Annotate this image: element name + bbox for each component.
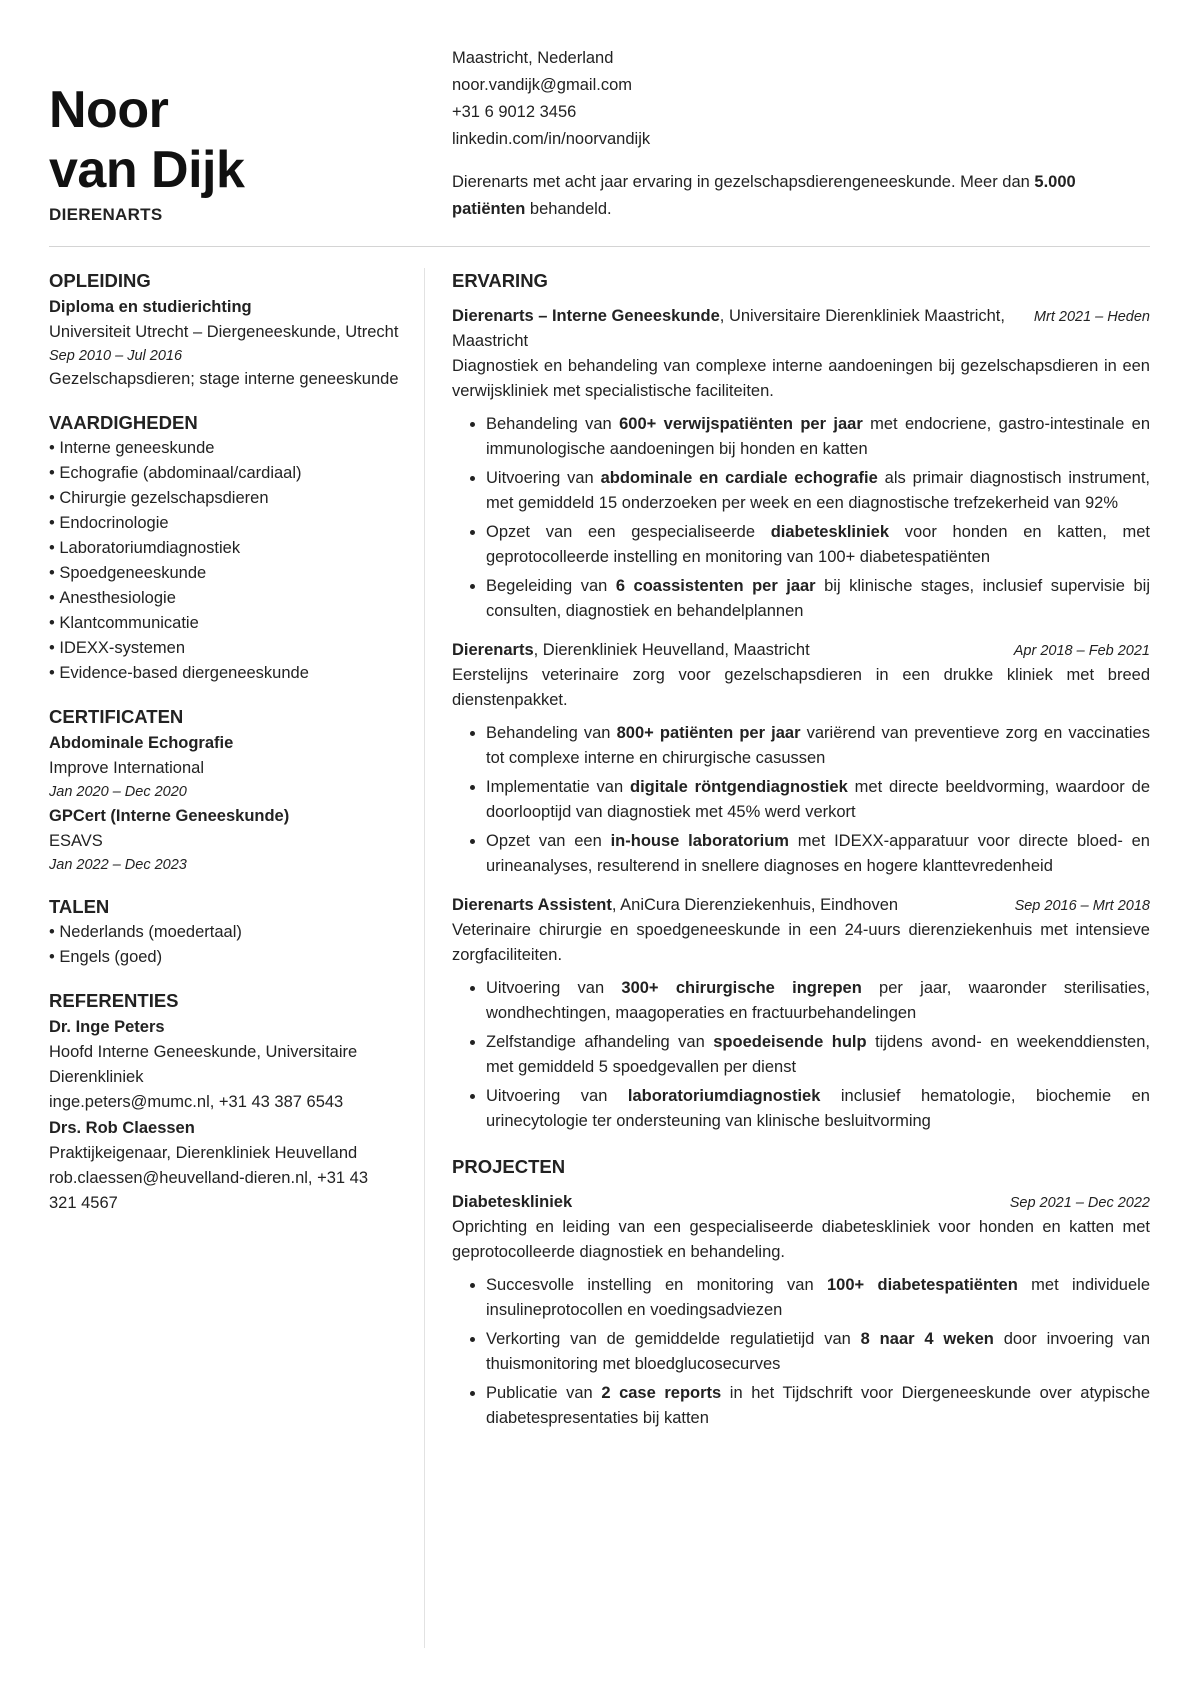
reference-contact: rob.claessen@heuvelland-dieren.nl, +31 43 321 4567 [49, 1169, 369, 1212]
column-divider [424, 268, 425, 1648]
bullet-text: Opzet van een [486, 832, 611, 850]
bullet-item [486, 574, 1150, 624]
education-school: Universiteit Utrecht – Diergeneeskunde, Utrecht [49, 323, 399, 341]
first-name: Noor [49, 81, 169, 139]
job [452, 638, 1150, 879]
bullet-text: Uitvoering van [486, 1087, 628, 1105]
bullet-text: met directe beeldvorming, waardoor de doorlooptijd van diagnostiek met 45% werd verkort [486, 778, 1151, 821]
job-organization: , AniCura Dierenziekenhuis, Eindhoven [611, 896, 899, 914]
certificate-name: GPCert (Interne Geneeskunde) [49, 807, 290, 825]
project-header [452, 1190, 1150, 1215]
certificates-section [49, 704, 399, 876]
section-title: OPLEIDING [49, 270, 151, 291]
section-title: ERVARING [452, 270, 548, 291]
experience-list [452, 304, 1150, 1134]
job-description: Diagnostiek en behandeling van complexe interne aandoeningen bij gezelschapsdieren in een verwijskliniek met specialistische faciliteiten. [452, 357, 1150, 400]
certificate-name: Abdominale Echografie [49, 734, 234, 752]
bullet-text: met IDEXX-apparatuur voor directe bloed- en urineanalyses, resulterend in snellere diagnoses en hogere klanttevredenheid [486, 832, 1150, 875]
job-title: Dierenarts [452, 641, 534, 659]
skill-item: • Endocrinologie [49, 511, 399, 536]
languages-section [49, 894, 399, 970]
bullet-text: voor honden en katten, met geprotocolleerde instelling en monitoring van 100+ diabetespatiënten [486, 523, 1150, 566]
education-details: Gezelschapsdieren; stage interne geneeskunde [49, 370, 399, 388]
contact-linkedin[interactable]: linkedin.com/in/noorvandijk [452, 130, 651, 148]
references-section [49, 988, 399, 1216]
contact-email[interactable]: noor.vandijk@gmail.com [452, 76, 632, 94]
section-title: REFERENTIES [49, 990, 179, 1011]
reference-contact: inge.peters@mumc.nl, +31 43 387 6543 [49, 1093, 344, 1111]
bullet-item [486, 520, 1150, 570]
summary-highlight: 5.000 patiënten [452, 173, 1076, 218]
skill-item: • Evidence-based diergeneeskunde [49, 661, 399, 686]
job-bullets [452, 721, 1150, 879]
contact-location: Maastricht, Nederland [452, 49, 614, 67]
bullet-text: met endocriene, gastro-intestinale en immunologische aandoeningen bij honden en katten [486, 415, 1151, 458]
bullet-text: Implementatie van [486, 778, 631, 796]
bullet-item [486, 1327, 1150, 1377]
bullet-item [486, 721, 1150, 771]
bullet-item [486, 829, 1150, 879]
summary-text: Dierenarts met acht jaar ervaring in gezelschapsdierengeneeskunde. Meer dan [452, 173, 1035, 191]
certificate-dates: Jan 2020 – Dec 2020 [49, 784, 187, 800]
job-title-line [452, 304, 1012, 354]
bullet-text: Uitvoering van [486, 979, 622, 997]
bullet-text: Zelfstandige afhandeling van [486, 1033, 714, 1051]
bullet-text: Behandeling van [486, 724, 617, 742]
bullet-text: met individuele insulineprotocollen en voedingsadviezen [486, 1276, 1150, 1319]
job-dates: Mrt 2021 – Heden [1033, 309, 1150, 325]
job-dates: Sep 2016 – Mrt 2018 [1014, 898, 1150, 914]
project-dates: Sep 2021 – Dec 2022 [1009, 1195, 1150, 1211]
certificate-issuer: ESAVS [49, 832, 103, 850]
bullet-text: per jaar, waaronder sterilisaties, wondhechtingen, maagoperaties en fractuurbehandelingen [486, 979, 1151, 1022]
skills-list [49, 436, 399, 686]
certificate-issuer: Improve International [49, 759, 205, 777]
bullet-text: Begeleiding van [486, 577, 616, 595]
job-header [452, 304, 1150, 354]
bullet-highlight: digitale röntgendiagnostiek [630, 778, 848, 796]
job-dates: Apr 2018 – Feb 2021 [1013, 643, 1150, 659]
projects-list [452, 1190, 1150, 1431]
job [452, 893, 1150, 1134]
job-description: Veterinaire chirurgie en spoedgeneeskunde in een 24-uurs dierenziekenhuis met intensieve zorgfaciliteiten. [452, 921, 1150, 964]
language-item: • Nederlands (moedertaal) [49, 920, 399, 945]
project-bullets [452, 1273, 1150, 1431]
reference-role: Praktijkeigenaar, Dierenkliniek Heuvelland [49, 1144, 358, 1162]
job-header [452, 638, 1150, 663]
job-title: Dierenarts – Interne Geneeskunde [452, 307, 720, 325]
bullet-highlight: laboratoriumdiagnostiek [627, 1087, 821, 1105]
project-title-line [452, 1190, 1010, 1215]
skill-item: • Spoedgeneeskunde [49, 561, 399, 586]
skill-item: • Echografie (abdominaal/cardiaal) [49, 461, 399, 486]
bullet-item [486, 1084, 1150, 1134]
bullet-text: in het Tijdschrift voor Diergeneeskunde over atypische diabetespresentaties bij katten [486, 1384, 1150, 1427]
certificates-list [49, 730, 399, 876]
project-description: Oprichting en leiding van een gespecialiseerde diabeteskliniek voor honden en katten met geprotocolleerde diagnostiek en behandeling. [452, 1218, 1150, 1261]
name-block [49, 80, 244, 226]
bullet-text: inclusief hematologie, biochemie en urinecytologie ter ondersteuning van klinische besluitvorming [486, 1087, 1150, 1130]
right-column [452, 268, 1150, 1445]
summary-text-end: behandeld. [525, 200, 612, 218]
section-title: CERTIFICATEN [49, 706, 184, 727]
contact-block [452, 45, 1152, 223]
reference-item [49, 1115, 399, 1216]
header-divider [49, 246, 1150, 247]
job-organization: , Dierenkliniek Heuvelland, Maastricht [533, 641, 810, 659]
bullet-text: Uitvoering van [486, 469, 601, 487]
bullet-item [486, 412, 1150, 462]
skill-item: • Klantcommunicatie [49, 611, 399, 636]
reference-role: Hoofd Interne Geneeskunde, Universitaire Dierenkliniek [49, 1043, 358, 1086]
bullet-text: Publicatie van [486, 1384, 602, 1402]
reference-item [49, 1014, 399, 1115]
skill-item: • Interne geneeskunde [49, 436, 399, 461]
job-title-line [452, 638, 1012, 663]
job-title: Dierenarts Assistent [452, 896, 612, 914]
education-dates: Sep 2010 – Jul 2016 [49, 348, 183, 364]
bullet-text: door invoering van thuismonitoring met bloedglucosecurves [486, 1330, 1150, 1373]
education-section [49, 268, 399, 392]
section-title: VAARDIGHEDEN [49, 412, 198, 433]
contact-phone[interactable]: +31 6 9012 3456 [452, 103, 577, 121]
reference-name: Dr. Inge Peters [49, 1018, 165, 1036]
languages-list [49, 920, 399, 970]
bullet-highlight: 100+ diabetespatiënten [827, 1276, 1018, 1294]
project [452, 1190, 1150, 1431]
bullet-item [486, 1381, 1150, 1431]
bullet-highlight: 2 case reports [601, 1384, 722, 1402]
skills-section [49, 410, 399, 686]
bullet-highlight: 6 coassistenten per jaar [615, 577, 816, 595]
summary [452, 169, 1152, 223]
job-header [452, 893, 1150, 918]
skill-item: • IDEXX-systemen [49, 636, 399, 661]
bullet-text: Verkorting van de gemiddelde regulatietijd van [486, 1330, 861, 1348]
section-title: PROJECTEN [452, 1156, 566, 1177]
certificate-item [49, 803, 399, 876]
job-role: DIERENARTS [49, 205, 163, 224]
bullet-highlight: 300+ chirurgische ingrepen [621, 979, 862, 997]
reference-name: Drs. Rob Claessen [49, 1119, 195, 1137]
references-list [49, 1014, 399, 1216]
bullet-text: Succesvolle instelling en monitoring van [486, 1276, 827, 1294]
job [452, 304, 1150, 624]
bullet-item [486, 1030, 1150, 1080]
project-title: Diabeteskliniek [452, 1193, 573, 1211]
bullet-text: als primair diagnostisch instrument, met gemiddeld 15 onderzoeken per week en een diagnostische trefzekerheid van 92% [486, 469, 1151, 512]
bullet-highlight: 8 naar 4 weken [860, 1330, 994, 1348]
bullet-item [486, 466, 1150, 516]
education-degree: Diploma en studierichting [49, 298, 252, 316]
skill-item: • Chirurgie gezelschapsdieren [49, 486, 399, 511]
skill-item: • Anesthesiologie [49, 586, 399, 611]
bullet-item [486, 775, 1150, 825]
bullet-highlight: diabeteskliniek [770, 523, 890, 541]
bullet-text: Behandeling van [486, 415, 620, 433]
certificate-dates: Jan 2022 – Dec 2023 [49, 857, 187, 873]
last-name: van Dijk [49, 141, 245, 199]
bullet-text: variërend van preventieve zorg en vaccinaties tot complexe interne en chirurgische casussen [486, 724, 1150, 767]
section-title: TALEN [49, 896, 110, 917]
job-title-line [452, 893, 1012, 918]
bullet-text: bij klinische stages, inclusief supervisie bij consulten, diagnostiek en behandelplannen [486, 577, 1150, 620]
bullet-text: Opzet van een gespecialiseerde [486, 523, 771, 541]
certificate-item [49, 730, 399, 803]
job-organization: , Universitaire Dierenkliniek Maastricht, Maastricht [452, 307, 1005, 350]
skill-item: • Laboratoriumdiagnostiek [49, 536, 399, 561]
left-column [49, 268, 399, 1234]
bullet-highlight: 800+ patiënten per jaar [616, 724, 801, 742]
language-item: • Engels (goed) [49, 945, 399, 970]
bullet-item [486, 976, 1150, 1026]
job-description: Eerstelijns veterinaire zorg voor gezelschapsdieren in een drukke kliniek met breed dienstenpakket. [452, 666, 1150, 709]
job-bullets [452, 976, 1150, 1134]
bullet-highlight: spoedeisende hulp [713, 1033, 867, 1051]
job-bullets [452, 412, 1150, 624]
bullet-highlight: 600+ verwijspatiënten per jaar [619, 415, 863, 433]
bullet-highlight: in-house laboratorium [610, 832, 789, 850]
bullet-highlight: abdominale en cardiale echografie [600, 469, 878, 487]
bullet-item [486, 1273, 1150, 1323]
bullet-text: tijdens avond- en weekenddiensten, met gemiddeld 5 spoedgevallen per dienst [486, 1033, 1150, 1076]
